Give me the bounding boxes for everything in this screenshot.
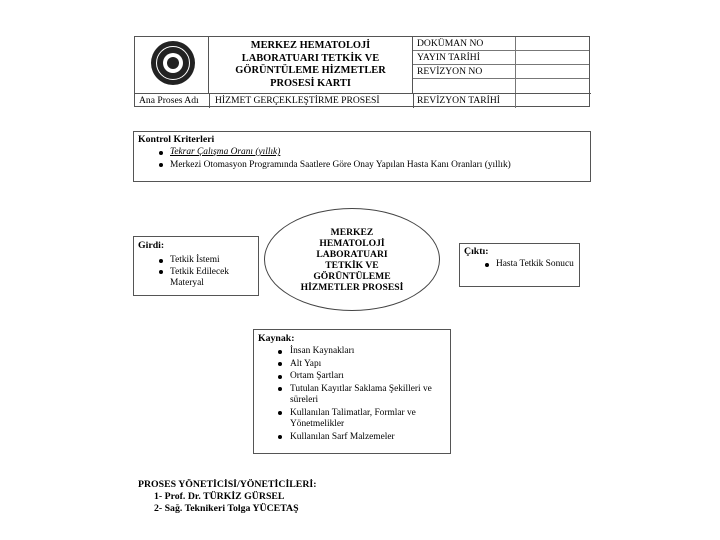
bullet-dot-icon	[159, 259, 163, 263]
process-center-line: MERKEZ	[330, 226, 374, 238]
control-criteria-title: Kontrol Kriterleri	[138, 134, 215, 145]
meta-row-revision-no	[413, 65, 589, 79]
list-item	[254, 359, 452, 371]
list-item-text: Merkezi Otomasyon Programında Saatlere Göre Onay Yapılan Hasta Kanı Oranları (yıllık)	[170, 159, 511, 170]
list-item-text: Tetkik İstemi	[170, 255, 220, 265]
bullet-dot-icon	[278, 362, 282, 366]
list-item	[254, 408, 452, 431]
meta-label: YAYIN TARİHİ	[417, 52, 480, 63]
process-center-line: GÖRÜNTÜLEME	[313, 270, 391, 282]
list-item-text: İnsan Kaynakları	[290, 346, 355, 356]
logo-cell	[135, 37, 209, 93]
resource-list	[254, 346, 452, 444]
logo-core	[167, 57, 179, 69]
bullet-dot-icon	[159, 163, 163, 167]
card-title-line: LABORATUARI TETKİK VE	[241, 52, 380, 64]
meta-label: REVİZYON NO	[417, 66, 483, 77]
list-item-text: Kullanılan Sarf Malzemeler	[290, 431, 395, 442]
list-item-text: Tutulan Kayıtlar Saklama Şekilleri ve süreleri	[290, 383, 432, 405]
process-managers	[138, 479, 538, 515]
process-manager-line: 2- Sağ. Teknikeri Tolga YÜCETAŞ	[154, 503, 299, 514]
list-item-text: Kullanılan Talimatlar, Formlar ve Yönetmelikler	[290, 407, 416, 429]
process-center-line: TETKİK VE	[325, 259, 379, 271]
output-title: Çıktı:	[464, 246, 489, 257]
process-center-line: HİZMETLER PROSESİ	[300, 281, 404, 293]
main-process-row	[135, 93, 591, 107]
list-item	[134, 267, 260, 290]
meta-row-document-no	[413, 37, 589, 51]
process-managers-title: PROSES YÖNETİCİSİ/YÖNETİCİLERİ:	[138, 479, 317, 490]
process-center-ellipse	[264, 208, 440, 311]
meta-row-spacer	[413, 79, 589, 93]
meta-divider	[515, 65, 516, 79]
list-item	[254, 371, 452, 383]
meta-label: REVİZYON TARİHİ	[417, 95, 500, 106]
control-criteria-list	[134, 147, 590, 172]
list-item-text: Alt Yapı	[290, 358, 322, 369]
meta-label: DOKÜMAN NO	[417, 38, 484, 49]
process-card-header	[134, 36, 590, 107]
list-item	[134, 160, 590, 172]
process-center-line: HEMATOLOJİ	[319, 237, 385, 249]
list-item	[254, 346, 452, 358]
row-divider	[413, 94, 414, 108]
process-manager-line: 1- Prof. Dr. TÜRKİZ GÜRSEL	[154, 491, 285, 502]
control-criteria-box	[133, 131, 591, 182]
bullet-dot-icon	[278, 411, 282, 415]
bullet-dot-icon	[159, 151, 163, 155]
row-divider	[515, 94, 516, 108]
meta-row-publish-date	[413, 51, 589, 65]
main-process-value: HİZMET GERÇEKLEŞTİRME PROSESİ	[215, 95, 380, 106]
resource-title: Kaynak:	[258, 333, 295, 344]
list-item	[254, 432, 452, 444]
list-item-text: Tetkik Edilecek Materyal	[170, 266, 229, 288]
input-title: Girdi:	[138, 240, 165, 251]
main-process-label: Ana Proses Adı	[139, 95, 199, 106]
meta-divider	[515, 37, 516, 51]
bullet-dot-icon	[278, 435, 282, 439]
output-box	[459, 243, 580, 287]
meta-divider	[515, 51, 516, 65]
bullet-dot-icon	[278, 350, 282, 354]
row-divider	[209, 94, 210, 108]
list-item	[254, 384, 452, 407]
card-title-line: MERKEZ HEMATOLOJİ	[250, 40, 371, 51]
input-list	[134, 255, 260, 290]
list-item	[134, 255, 260, 267]
resource-box	[253, 329, 451, 454]
list-item-text: Hasta Tetkik Sonucu	[496, 259, 574, 269]
bullet-dot-icon	[485, 263, 489, 267]
meta-divider	[515, 79, 516, 93]
list-item	[134, 147, 590, 159]
list-item-text: Tekrar Çalışma Oranı (yıllık)	[170, 147, 281, 157]
bullet-dot-icon	[278, 387, 282, 391]
output-list	[460, 259, 581, 271]
card-title-line: GÖRÜNTÜLEME HİZMETLER	[235, 65, 386, 76]
process-center-line: LABORATUARI	[316, 248, 388, 260]
card-title-line: PROSESİ KARTI	[270, 77, 351, 89]
bullet-dot-icon	[278, 375, 282, 379]
bullet-dot-icon	[159, 270, 163, 274]
input-box	[133, 236, 259, 296]
card-title	[209, 37, 413, 93]
list-item	[460, 259, 581, 271]
list-item-text: Ortam Şartları	[290, 371, 344, 381]
